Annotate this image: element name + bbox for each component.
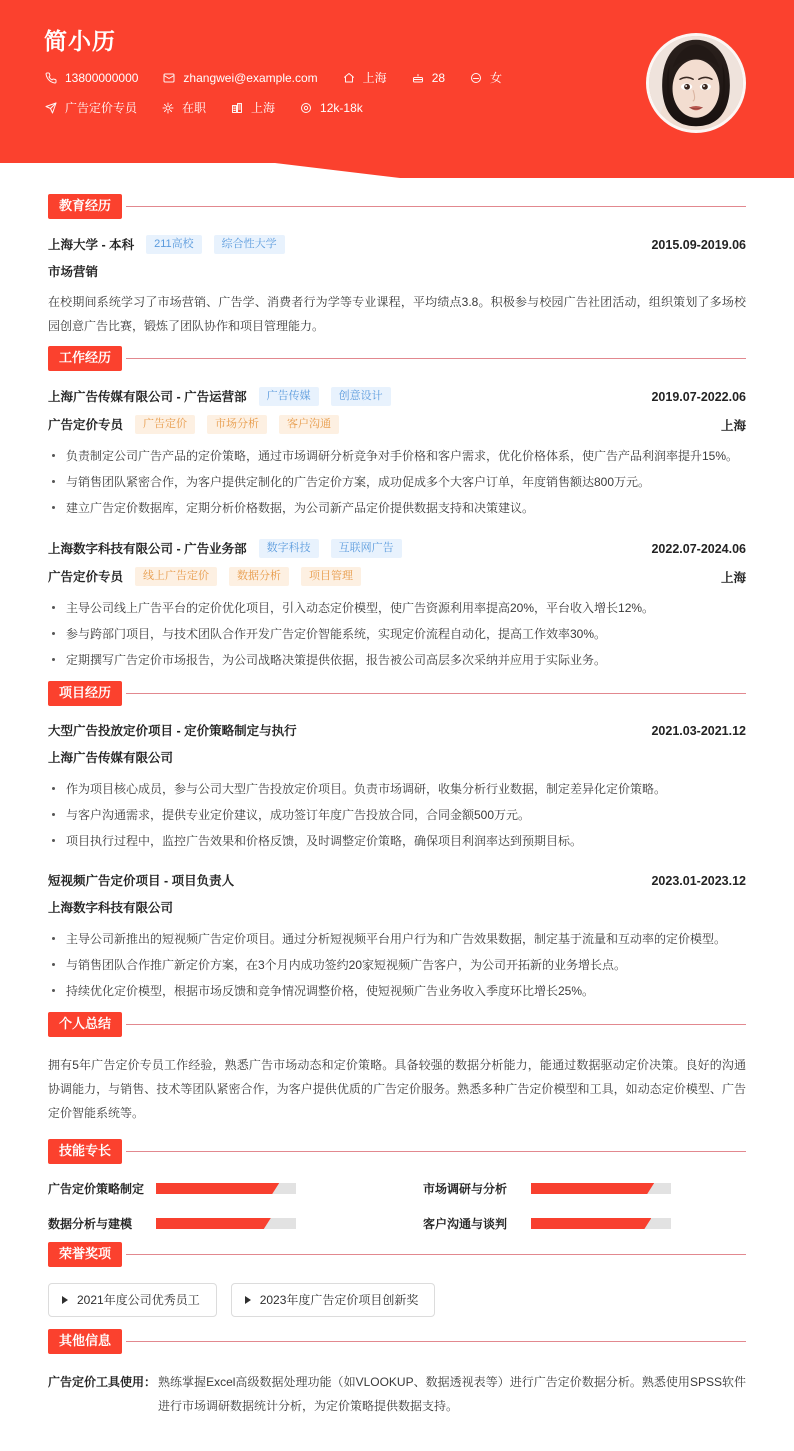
work-skill-tag: 客户沟通 [279, 415, 339, 434]
avatar [646, 33, 746, 133]
work-skill-tag: 项目管理 [301, 567, 361, 586]
education-entry-head [48, 235, 746, 254]
award-chip[interactable] [48, 1283, 217, 1317]
education-tag: 综合性大学 [214, 235, 285, 254]
award-label: 2021年度公司优秀员工 [77, 1293, 200, 1307]
project-date: 2021.03-2021.12 [651, 724, 746, 738]
contact-phone [44, 70, 138, 86]
skill-progress-track [531, 1218, 671, 1229]
skill-progress-track [156, 1183, 296, 1194]
project-entry-head [48, 872, 746, 890]
work-entry [48, 539, 746, 673]
contact-age-text: 28 [431, 71, 446, 85]
project-company: 上海广告传媒有限公司 [48, 751, 174, 765]
job-city-text: 上海 [251, 101, 276, 115]
section-education-header [48, 194, 746, 219]
skill-progress-fill [156, 1218, 271, 1229]
section-work-header [48, 346, 746, 371]
cake-icon [411, 71, 425, 85]
section-divider [126, 1151, 746, 1152]
education-tag: 211高校 [146, 235, 202, 254]
work-tag: 创意设计 [331, 387, 391, 406]
work-entry-head [48, 387, 746, 406]
salary-icon [299, 101, 313, 115]
work-bullet: 定期撰写广告定价市场报告，为公司战略决策提供依据，报告被公司高层多次采纳并应用于实际业务。 [48, 647, 746, 673]
contact-hometown-text: 上海 [362, 71, 387, 85]
education-major: 市场营销 [48, 265, 99, 279]
play-triangle-icon [245, 1296, 251, 1304]
play-triangle-icon [62, 1296, 68, 1304]
section-education-badge: 教育经历 [48, 194, 122, 219]
section-other [0, 1329, 794, 1418]
award-chip[interactable] [231, 1283, 436, 1317]
project-name: 大型广告投放定价项目 - 定价策略制定与执行 [48, 724, 297, 738]
work-company: 上海数字科技有限公司 - 广告业务部 [48, 541, 247, 556]
skill-item [423, 1215, 746, 1232]
education-entry [48, 235, 746, 338]
job-position-text: 广告定价专员 [65, 101, 138, 115]
rocket-icon [44, 101, 58, 115]
section-skills [0, 1139, 794, 1232]
work-date: 2022.07-2024.06 [651, 541, 746, 556]
project-bullet-list [48, 776, 746, 854]
work-bullet: 参与跨部门项目，与技术团队合作开发广告定价智能系统，实现定价流程自动化，提高工作效率30%。 [48, 621, 746, 647]
contact-age [411, 70, 445, 86]
job-status [161, 100, 206, 116]
section-awards [0, 1242, 794, 1317]
work-location: 上海 [720, 418, 746, 433]
section-divider [126, 1341, 746, 1342]
section-education [0, 194, 794, 338]
education-school: 上海大学 - 本科 [48, 237, 135, 252]
resume-header [0, 0, 794, 186]
project-entry-head [48, 722, 746, 740]
project-bullet-list [48, 926, 746, 1004]
job-salary-text: 12k-18k [320, 101, 363, 115]
work-location: 上海 [720, 570, 746, 585]
work-bullet-list [48, 595, 746, 673]
work-skill-tag: 广告定价 [135, 415, 195, 434]
skill-progress-fill [531, 1218, 651, 1229]
project-bullet: 项目执行过程中，监控广告效果和价格反馈，及时调整定价策略，确保项目利润率达到预期目标。 [48, 828, 746, 854]
work-tag: 数字科技 [259, 539, 319, 558]
section-project-badge: 项目经历 [48, 681, 122, 706]
city-icon [230, 101, 244, 115]
other-info-text: 熟练掌握Excel高级数据处理功能（如VLOOKUP、数据透视表等）进行广告定价数据分析。熟悉使用SPSS软件进行市场调研数据统计分析，为定价策略提供数据支持。 [158, 1375, 746, 1413]
skill-label: 广告定价策略制定 [48, 1182, 145, 1196]
job-salary [299, 100, 363, 116]
section-skills-header [48, 1139, 746, 1164]
contact-email [162, 70, 317, 86]
job-status-text: 在职 [182, 101, 207, 115]
work-bullet: 主导公司线上广告平台的定价优化项目，引入动态定价模型，使广告资源利用率提高20%，平台收入增长12%。 [48, 595, 746, 621]
project-entry [48, 872, 746, 1004]
contact-phone-text: 13800000000 [65, 71, 139, 85]
work-bullet-list [48, 443, 746, 521]
skills-grid [48, 1180, 746, 1232]
skill-progress-track [156, 1218, 296, 1229]
contact-hometown [342, 70, 387, 86]
education-description: 在校期间系统学习了市场营销、广告学、消费者行为学等专业课程，平均绩点3.8。积极参与校园广告社团活动，组织策划了多场校园创意广告比赛，锻炼了团队协作和项目管理能力。 [48, 295, 746, 333]
project-bullet: 与客户沟通需求，提供专业定价建议，成功签订年度广告投放合同，合同金额500万元。 [48, 802, 746, 828]
work-bullet: 负责制定公司广告产品的定价策略，通过市场调研分析竞争对手价格和客户需求，优化价格体系，使广告产品利润率提升15%。 [48, 443, 746, 469]
work-tag: 广告传媒 [259, 387, 319, 406]
section-divider [126, 693, 746, 694]
section-divider [126, 1254, 746, 1255]
work-skill-tag: 市场分析 [207, 415, 267, 434]
job-position [44, 100, 137, 116]
awards-list [48, 1283, 746, 1317]
work-bullet: 与销售团队紧密合作，为客户提供定制化的广告定价方案，成功促成多个大客户订单，年度销售额达800万元。 [48, 469, 746, 495]
skill-progress-fill [156, 1183, 279, 1194]
section-other-badge: 其他信息 [48, 1329, 122, 1354]
section-work-badge: 工作经历 [48, 346, 122, 371]
work-date: 2019.07-2022.06 [651, 389, 746, 404]
project-bullet: 作为项目核心成员，参与公司大型广告投放定价项目。负责市场调研，收集分析行业数据，制定差异化定价策略。 [48, 776, 746, 802]
skill-item [48, 1180, 371, 1197]
contact-email-text: zhangwei@example.com [183, 71, 318, 85]
work-skill-tag: 线上广告定价 [135, 567, 217, 586]
work-tag: 互联网广告 [331, 539, 402, 558]
section-divider [126, 1024, 746, 1025]
project-entry [48, 722, 746, 854]
page-title: 简小历 [44, 28, 116, 54]
other-info-row [48, 1370, 746, 1418]
work-bullet: 建立广告定价数据库，定期分析价格数据，为公司新产品定价提供数据支持和决策建议。 [48, 495, 746, 521]
gender-icon [469, 71, 483, 85]
skill-label: 市场调研与分析 [423, 1182, 508, 1196]
skill-label: 客户沟通与谈判 [423, 1217, 508, 1231]
other-info-label: 广告定价工具使用： [48, 1375, 157, 1389]
status-icon [161, 101, 175, 115]
work-position: 广告定价专员 [48, 569, 124, 584]
skill-label: 数据分析与建模 [48, 1217, 133, 1231]
skill-item [423, 1180, 746, 1197]
section-summary-badge: 个人总结 [48, 1012, 122, 1037]
home-icon [342, 71, 356, 85]
summary-text: 拥有5年广告定价专员工作经验，熟悉广告市场动态和定价策略。具备较强的数据分析能力，能通过数据驱动定价决策。良好的沟通协调能力，与销售、技术等团队紧密合作，为客户提供优质的广告定价服务。熟悉多种广告定价模型和工具，如动态定价模型、广告定价智能系统等。 [48, 1058, 746, 1120]
work-company: 上海广告传媒有限公司 - 广告运营部 [48, 389, 247, 404]
section-skills-badge: 技能专长 [48, 1139, 122, 1164]
job-city [230, 100, 275, 116]
education-date: 2015.09-2019.06 [651, 237, 746, 252]
work-entry-head [48, 539, 746, 558]
mail-icon [162, 71, 176, 85]
section-work [0, 346, 794, 673]
phone-icon [44, 71, 58, 85]
project-name: 短视频广告定价项目 - 项目负责人 [48, 874, 235, 888]
section-summary [0, 1012, 794, 1125]
work-entry-subhead [48, 567, 746, 586]
section-summary-header [48, 1012, 746, 1037]
work-skill-tag: 数据分析 [229, 567, 289, 586]
section-other-header [48, 1329, 746, 1354]
contact-gender-text: 女 [490, 71, 503, 85]
work-entry-subhead [48, 415, 746, 434]
project-bullet: 主导公司新推出的短视频广告定价项目。通过分析短视频平台用户行为和广告效果数据，制定基于流量和互动率的定价模型。 [48, 926, 746, 952]
skill-progress-track [531, 1183, 671, 1194]
section-project-header [48, 681, 746, 706]
contact-gender [469, 70, 502, 86]
work-position: 广告定价专员 [48, 417, 124, 432]
section-project [0, 681, 794, 1004]
award-label: 2023年度广告定价项目创新奖 [259, 1293, 419, 1307]
skill-item [48, 1215, 371, 1232]
project-bullet: 持续优化定价模型，根据市场反馈和竞争情况调整价格，使短视频广告业务收入季度环比增长25%。 [48, 978, 746, 1004]
work-entry [48, 387, 746, 521]
section-awards-badge: 荣誉奖项 [48, 1242, 122, 1267]
project-company: 上海数字科技有限公司 [48, 901, 174, 915]
section-divider [126, 206, 746, 207]
project-date: 2023.01-2023.12 [651, 874, 746, 888]
section-divider [126, 358, 746, 359]
project-bullet: 与销售团队合作推广新定价方案，在3个月内成功签约20家短视频广告客户，为公司开拓新的业务增长点。 [48, 952, 746, 978]
skill-progress-fill [531, 1183, 654, 1194]
section-awards-header [48, 1242, 746, 1267]
